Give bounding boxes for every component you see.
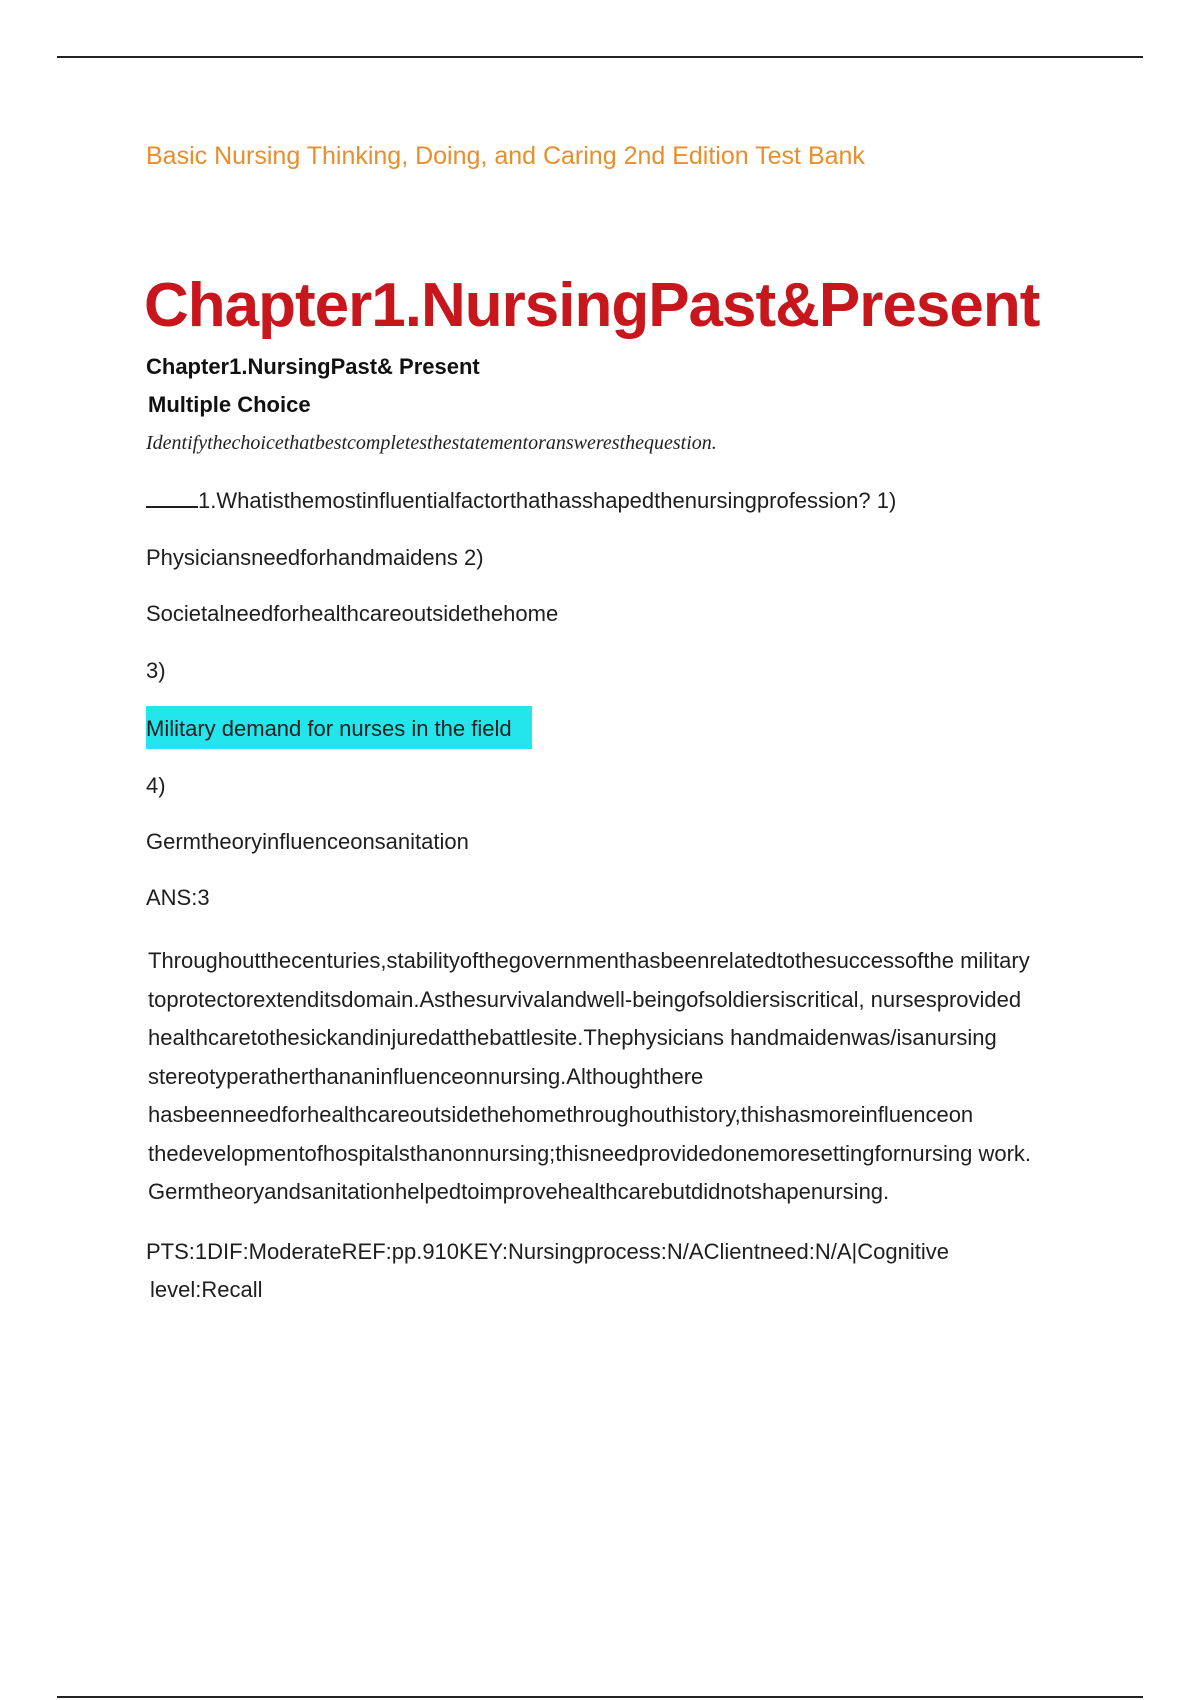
rationale-line: toprotectorextenditsdomain.Asthesurvivalandwell-beingofsoldiersiscritical, nursesprovided <box>148 986 1022 1012</box>
rationale-line: thedevelopmentofhospitalsthanonnursing;thisneedprovidedonemoresettingfornursing work. <box>148 1140 1032 1166</box>
section-heading: Multiple Choice <box>148 392 311 417</box>
chapter-title: Chapter1.NursingPast&Present <box>144 271 1040 340</box>
rationale-line: healthcaretothesickandinjuredatthebattlesite.Thephysicians handmaidenwas/isanursing <box>148 1025 997 1050</box>
metadata-line-1: PTS:1DIF:ModerateREF:pp.910KEY:Nursingprocess:N/AClientneed:N/A|Cognitive <box>146 1239 949 1264</box>
answer-blank <box>146 488 198 508</box>
rationale-line: stereotyperatherthananinfluenceonnursing.Althoughthere <box>148 1063 704 1089</box>
option-4-number: 4) <box>146 773 166 798</box>
option-3-line <box>146 716 532 742</box>
instructions: Identifythechoicethatbestcompletesthestatementoransweresthequestion. <box>146 432 717 454</box>
rationale-line: Throughoutthecenturies,stabilityofthegovernmenthasbeenrelatedtothesuccessofthe military <box>148 948 1030 973</box>
rationale-line: Germtheoryandsanitationhelpedtoimprovehealthcarebutdidnotshapenursing. <box>148 1179 890 1204</box>
bottom-rule <box>57 1696 1143 1698</box>
question-stem: 1.Whatisthemostinfluentialfactorthathasshapedthenursingprofession? 1) <box>198 488 897 513</box>
option-3-number: 3) <box>146 658 166 683</box>
question-stem-line <box>146 488 896 514</box>
top-rule <box>57 56 1143 58</box>
rationale-line: hasbeenneedforhealthcareoutsidethehomethroughouthistory,thishasmoreinfluenceon <box>148 1102 974 1127</box>
option-3-highlighted: Military demand for nurses in the field <box>146 706 532 749</box>
answer-key: ANS:3 <box>146 885 210 910</box>
chapter-subtitle: Chapter1.NursingPast& Present <box>146 354 480 379</box>
option-2: Societalneedforhealthcareoutsidethehome <box>146 601 559 626</box>
rationale <box>148 942 1088 1212</box>
document-header: Basic Nursing Thinking, Doing, and Caring 2nd Edition Test Bank <box>146 142 865 170</box>
option-1: Physiciansneedforhandmaidens 2) <box>146 545 484 570</box>
metadata-line-2: level:Recall <box>150 1277 263 1302</box>
question-metadata <box>146 1233 1086 1309</box>
option-4: Germtheoryinfluenceonsanitation <box>146 829 469 854</box>
